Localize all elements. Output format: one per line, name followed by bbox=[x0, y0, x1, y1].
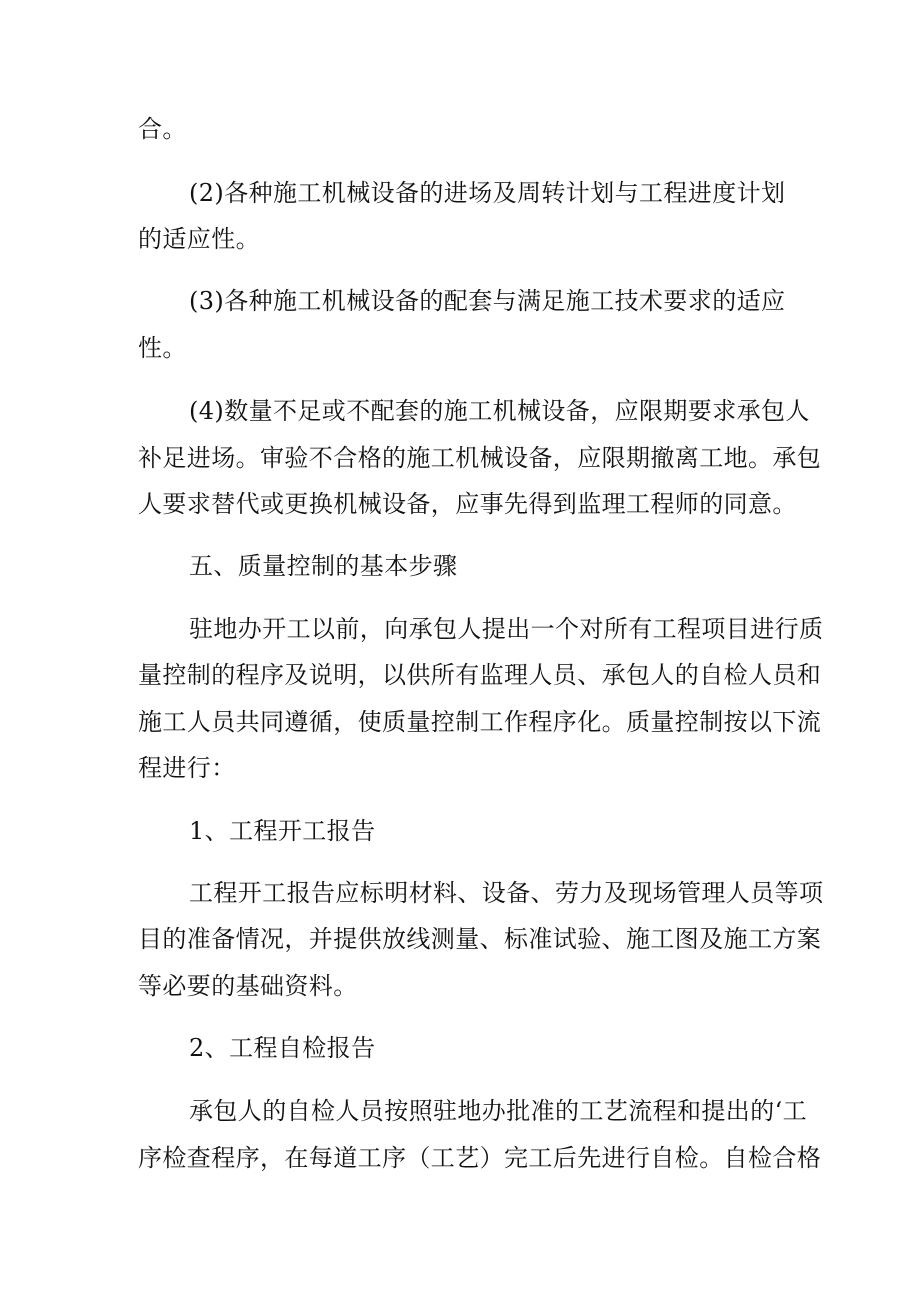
text-line: 等必要的基础资料。 bbox=[138, 972, 358, 1000]
text-line: 承包人的自检人员按照驻地办批准的工艺流程和提出的‘工 bbox=[189, 1097, 808, 1125]
text-line: 量控制的程序及说明，以供所有监理人员、承包人的自检人员和 bbox=[138, 661, 822, 689]
subsection-heading: 2、工程自检报告 bbox=[189, 1034, 376, 1062]
text-line: (4)数量不足或不配套的施工机械设备，应限期要求承包人 bbox=[189, 397, 810, 425]
text-line: 驻地办开工以前，向承包人提出一个对所有工程项目进行质 bbox=[189, 615, 824, 643]
text-line: 目的准备情况，并提供放线测量、标准试验、施工图及施工方案 bbox=[138, 925, 822, 953]
text-line: (3)各种施工机械设备的配套与满足施工技术要求的适应 bbox=[189, 287, 786, 315]
text-line: 性。 bbox=[138, 334, 187, 362]
section-heading: 五、质量控制的基本步骤 bbox=[189, 552, 458, 580]
text-line: 合。 bbox=[138, 115, 187, 143]
text-line: 工程开工报告应标明材料、设备、劳力及现场管理人员等项 bbox=[189, 879, 824, 907]
text-line: 补足进场。审验不合格的施工机械设备，应限期撤离工地。承包 bbox=[138, 444, 822, 472]
text-line: 程进行： bbox=[138, 754, 236, 782]
text-line: 施工人员共同遵循，使质量控制工作程序化。质量控制按以下流 bbox=[138, 708, 822, 736]
text-line: 序检查程序，在每道工序（工艺）完工后先进行自检。自检合格 bbox=[138, 1144, 822, 1172]
text-line: 的适应性。 bbox=[138, 225, 260, 253]
text-line: (2)各种施工机械设备的进场及周转计划与工程进度计划 bbox=[189, 179, 786, 207]
subsection-heading: 1、工程开工报告 bbox=[189, 817, 376, 845]
text-line: 人要求替代或更换机械设备，应事先得到监理工程师的同意。 bbox=[138, 490, 797, 518]
